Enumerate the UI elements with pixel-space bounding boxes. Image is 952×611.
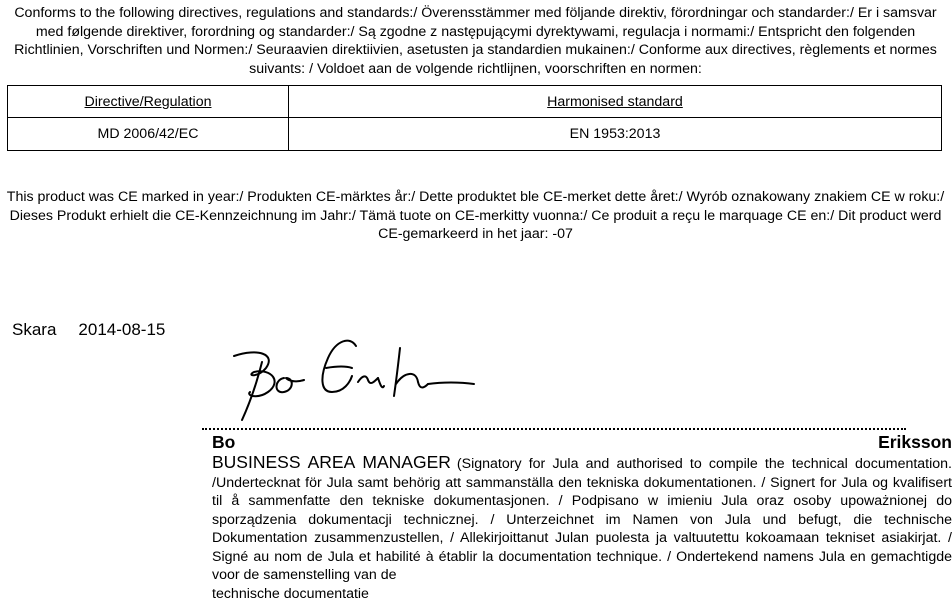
header-directive: Directive/Regulation bbox=[8, 86, 289, 118]
date: 2014-08-15 bbox=[78, 320, 166, 339]
handwritten-signature bbox=[228, 326, 478, 426]
table-header-row bbox=[8, 86, 942, 118]
description-last-line: technische documentatie bbox=[212, 586, 369, 602]
first-name: Bo bbox=[212, 432, 236, 452]
cell-standard: EN 1953:2013 bbox=[289, 118, 942, 151]
signatory-description bbox=[212, 453, 952, 585]
signature-dotted-line bbox=[202, 428, 906, 430]
standards-table bbox=[7, 85, 942, 151]
signatory-name bbox=[212, 431, 952, 453]
signatory-block bbox=[212, 431, 952, 611]
cell-directive: MD 2006/42/EC bbox=[8, 118, 289, 151]
table-row bbox=[8, 118, 942, 151]
signatory-role: BUSINESS AREA MANAGER bbox=[212, 452, 451, 472]
place: Skara bbox=[12, 320, 57, 339]
conformity-intro: Conforms to the following directives, regulations and standards:/ Överensstämmer med följande direktiv, förordningar och standarder:/ Er i samsvar med følgende direktiver, forordning og standarder:/ Są zgodne z następującymi dyrektywami, regulacja i normami:/ Entspricht den folgenden Richtlinien, Vorschriften und Normen:/ Seuraavien direktiivien, asetusten ja standardien mukainen:/ Conforme aux directives, règlements et normes suivants: / Voldoet aan de volgende richtlijnen, voorschriften en normen: bbox=[14, 5, 937, 77]
header-standard: Harmonised standard bbox=[289, 86, 942, 118]
role-description: (Signatory for Jula and authorised to compile the technical documentation. /Undertecknat för Jula samt behörig att sammanställa den tekniska dokumentationen. / Signert for Jula og kvalifisert til å sammenfatte den tekniske dokumentasjonen. / Podpisano w imieniu Jula oraz osoby upoważnionej do sporządzenia dokumentacji technicznej. / Unterzeichnet im Namen von Jula und befugt, die technische Dokumentation zusammenzustellen, / Allekirjoittanut Julan puolesta ja valtuutettu kokoamaan tekniset asiakirjat. / Signé au nom de Jula et habilité à établir la documentation technique. / Ondertekend namens Jula en gemachtigde voor de samenstelling van de bbox=[212, 456, 952, 583]
last-name: Eriksson bbox=[878, 432, 952, 452]
place-date bbox=[12, 320, 165, 340]
ce-marking-text: This product was CE marked in year:/ Produkten CE-märktes år:/ Dette produktet ble CE-merket dette året:/ Wyrób oznakowany znakiem CE w roku:/ Dieses Produkt erhielt die CE-Kennzeichnung im Jahr:/ Tämä tuote on CE-merkitty vuonna:/ Ce produit a reçu le marquage CE en:/ Dit product werd CE-gemarkeerd in het jaar: -07 bbox=[6, 189, 945, 242]
